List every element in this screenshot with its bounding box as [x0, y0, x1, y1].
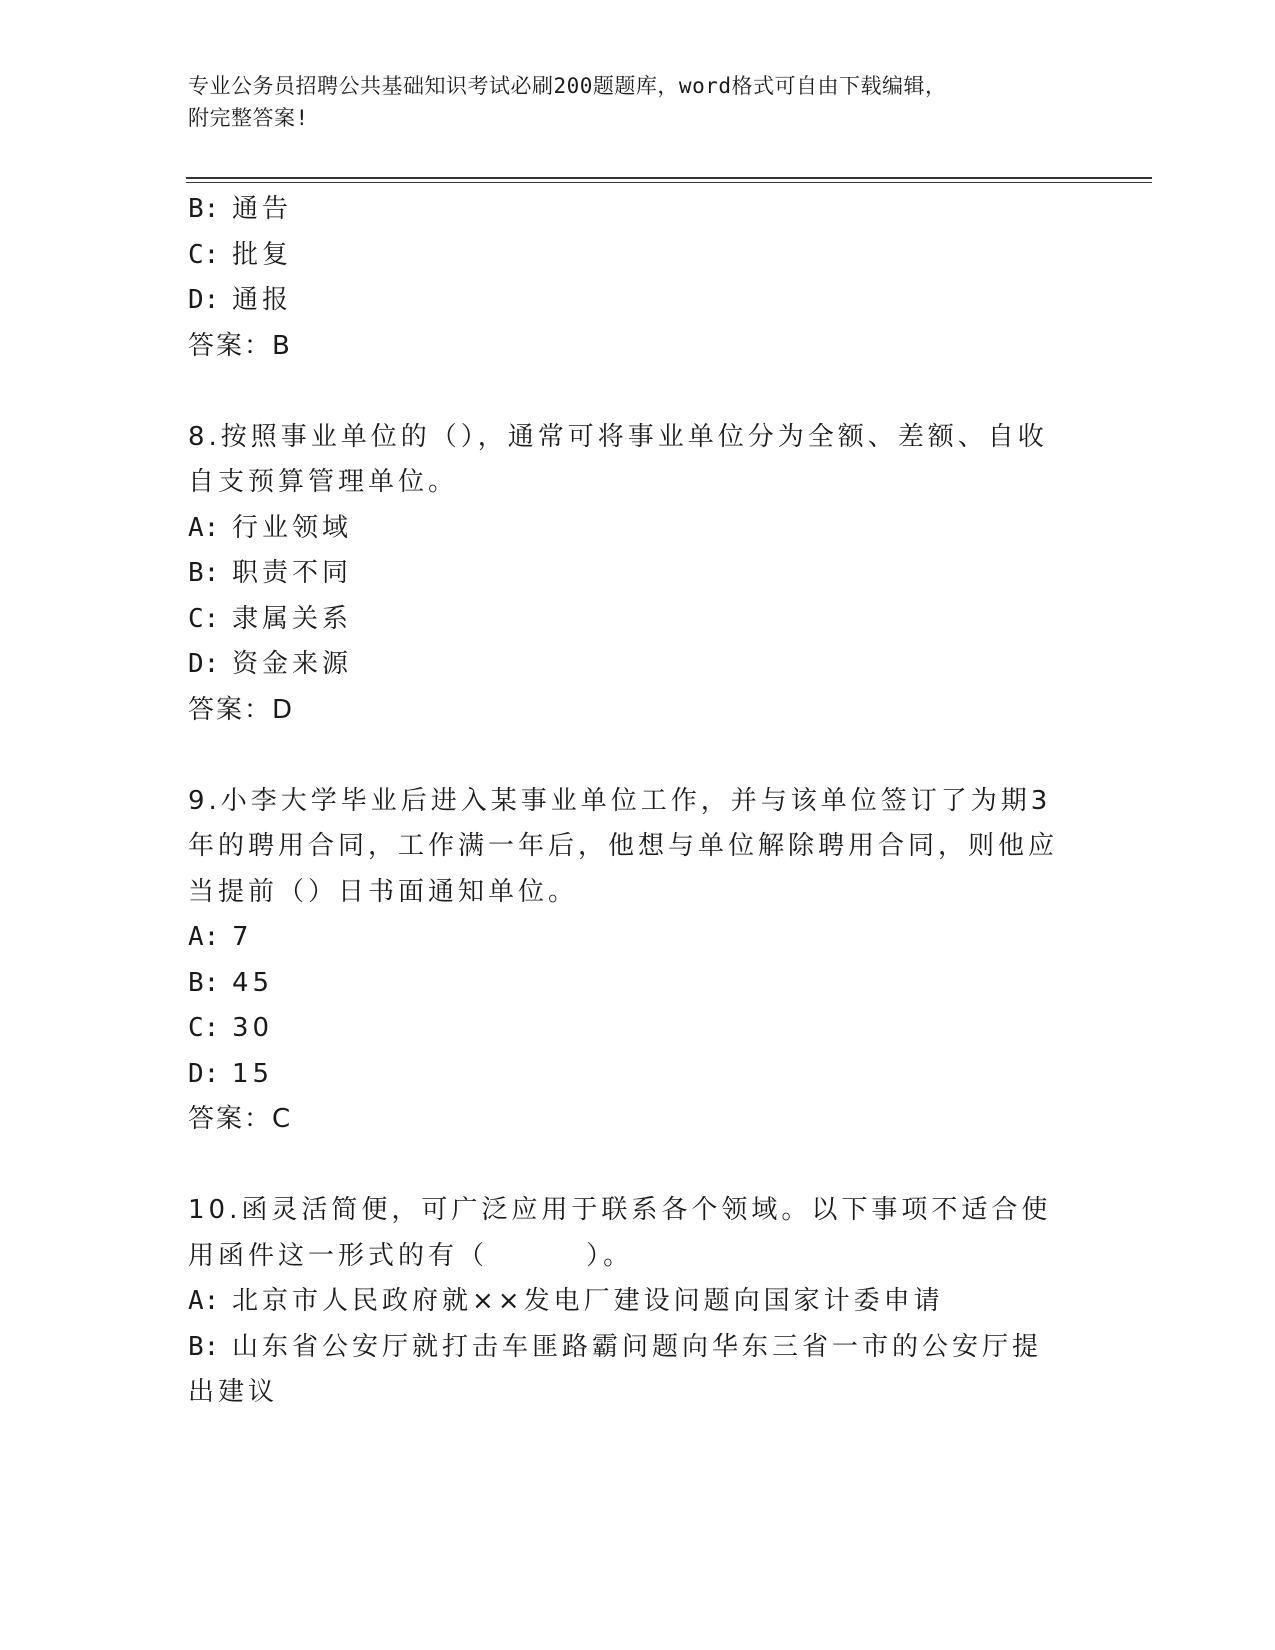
option-key: C: [188, 239, 220, 270]
option-c [188, 597, 1068, 643]
option-text: 7 [232, 922, 253, 952]
option-b [188, 961, 1068, 1007]
option-text: 通报 [232, 285, 293, 315]
option-d [188, 278, 1068, 324]
option-a [188, 506, 1068, 552]
option-text: 15 [232, 1058, 274, 1089]
option-d [188, 1052, 1068, 1098]
option-key: A: [188, 922, 220, 952]
option-text: 通告 [232, 194, 293, 224]
question-text: 9.小李大学毕业后进入某事业单位工作，并与该单位签订了为期3年的聘用合同，工作满一年后，他想与单位解除聘用合同，则他应当提前（）日书面通知单位。 [188, 785, 1059, 907]
option-text: 职责不同 [232, 558, 353, 588]
header-rule-thick [186, 177, 1152, 179]
header-line-1: 专业公务员招聘公共基础知识考试必刷200题题库，word格式可自由下载编辑， [188, 74, 947, 98]
option-text: 30 [232, 1013, 274, 1043]
option-key: D: [188, 649, 220, 679]
question-9 [188, 779, 1068, 1143]
option-a [188, 915, 1068, 961]
option-text: 山东省公安厅就打击车匪路霸问题向华东三省一市的公安厅提出建议 [188, 1331, 1043, 1407]
option-a [188, 1279, 1068, 1325]
question-text: 8.按照事业单位的（），通常可将事业单位分为全额、差额、自收自支预算管理单位。 [188, 421, 1048, 497]
option-text: 北京市人民政府就××发电厂建设问题向国家计委申请 [232, 1286, 944, 1316]
option-text: 行业领域 [232, 512, 353, 543]
question-7-tail [188, 187, 1068, 369]
option-key: C: [188, 1013, 220, 1043]
answer-line: 答案：D [188, 694, 295, 725]
option-text: 隶属关系 [232, 603, 353, 634]
option-key: B: [188, 558, 220, 588]
option-b [188, 551, 1068, 597]
option-key: B: [188, 967, 220, 998]
question-8 [188, 415, 1068, 734]
option-key: C: [188, 603, 220, 634]
option-key: B: [188, 194, 220, 224]
option-key: A: [188, 512, 220, 543]
header-rule-thin [186, 182, 1152, 183]
option-b [188, 1325, 1068, 1416]
answer-line: 答案：B [188, 330, 292, 361]
header-line-2: 附完整答案! [188, 106, 309, 130]
option-key: D: [188, 285, 220, 315]
option-key: A: [188, 1286, 220, 1316]
option-text: 45 [232, 967, 274, 998]
option-key: D: [188, 1058, 220, 1089]
option-c [188, 233, 1068, 279]
option-c [188, 1006, 1068, 1052]
option-text: 批复 [232, 239, 293, 270]
option-d [188, 642, 1068, 688]
question-list [188, 187, 1068, 1416]
answer-line: 答案：C [188, 1104, 293, 1134]
option-key: B: [188, 1331, 220, 1362]
option-b [188, 187, 1068, 233]
question-10 [188, 1188, 1068, 1416]
question-text: 10.函灵活简便，可广泛应用于联系各个领域。以下事项不适合使用函件这一形式的有（ ）。 [188, 1195, 1052, 1271]
page-header [188, 70, 1088, 134]
option-text: 资金来源 [232, 649, 353, 679]
